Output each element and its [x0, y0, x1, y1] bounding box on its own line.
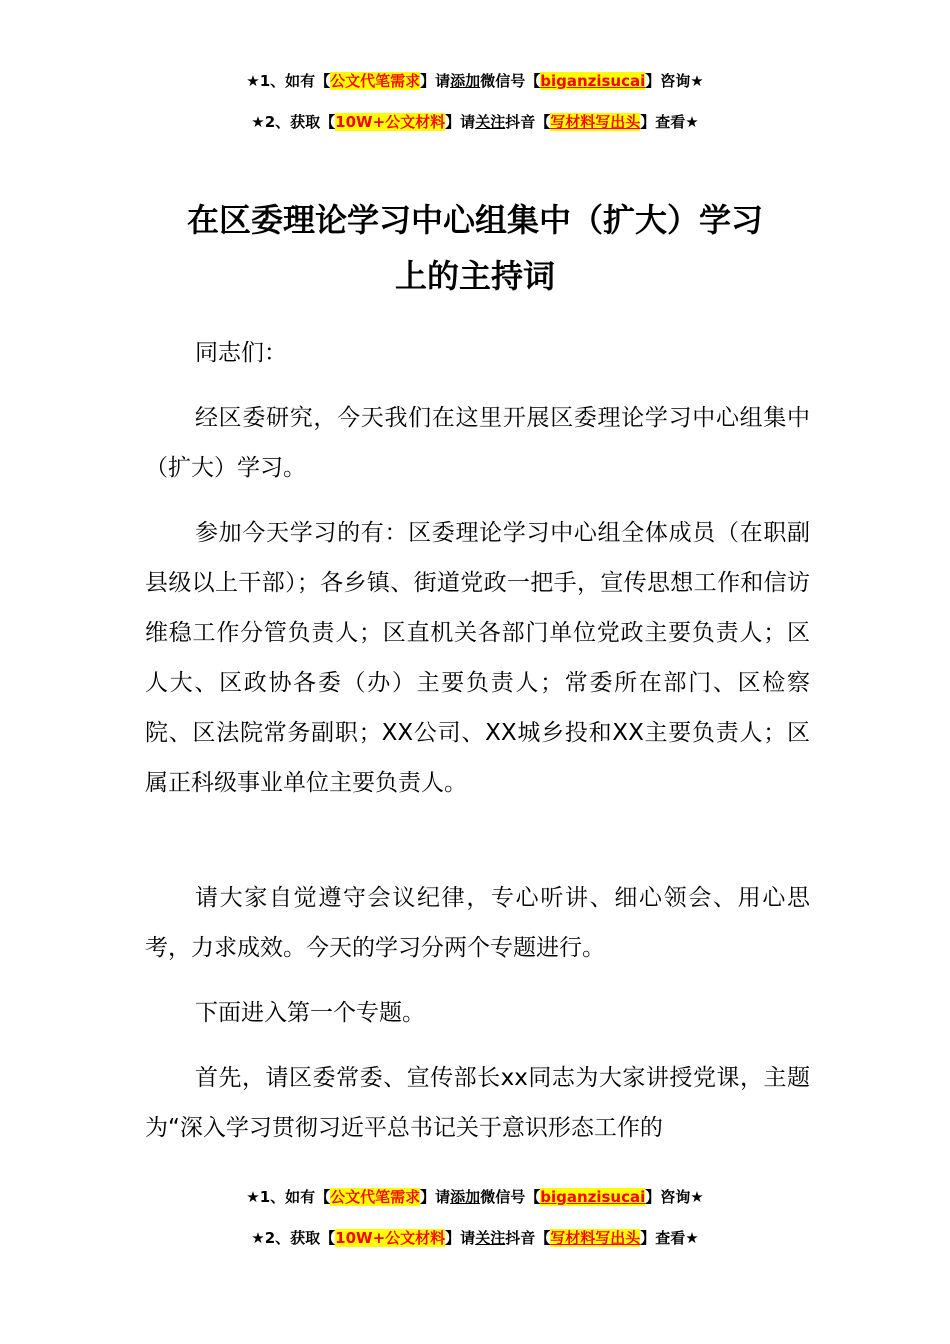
- promo-text: 2、获取【: [264, 113, 336, 131]
- top-promo-line-2: [0, 111, 950, 133]
- promo-text: 】咨询: [645, 1188, 691, 1206]
- bottom-promo-line-2: [0, 1227, 950, 1249]
- promo-emphasis: 关注: [475, 113, 506, 131]
- wechat-id-highlight: biganzisucai: [540, 72, 646, 90]
- douyin-id-highlight: 写材料写出头: [550, 113, 641, 131]
- promo-emphasis: 添加: [450, 72, 481, 90]
- promo-emphasis: 添加: [450, 1188, 481, 1206]
- wechat-id-highlight: biganzisucai: [540, 1188, 646, 1206]
- promo-highlight: 10W+公文材料: [335, 113, 446, 131]
- promo-text: 微信号【: [480, 72, 541, 90]
- bottom-promo-line-1: [0, 1186, 950, 1208]
- body-paragraph: 经区委研究，今天我们在这里开展区委理论学习中心组集中（扩大）学习。: [145, 405, 810, 481]
- promo-text: 抖音【: [505, 1229, 551, 1247]
- star-icon: ★: [246, 72, 260, 90]
- title-line-1: 在区委理论学习中心组集中（扩大）学习: [186, 201, 763, 239]
- body-paragraph: 首先，请区委常委、宣传部长xx同志为大家讲授党课，主题为“深入学习贯彻习近平总书记关于意识形态工作的: [145, 1065, 810, 1141]
- promo-text: 】请: [445, 113, 476, 131]
- star-icon: ★: [685, 113, 699, 131]
- douyin-id-highlight: 写材料写出头: [550, 1229, 641, 1247]
- body-paragraph: 请大家自觉遵守会议纪律，专心听讲、细心领会、用心思考，力求成效。今天的学习分两个专题进行。: [145, 885, 810, 961]
- star-icon: ★: [246, 1188, 260, 1206]
- star-icon: ★: [251, 113, 265, 131]
- salutation: 同志们：: [195, 340, 287, 366]
- promo-text: 】请: [420, 72, 451, 90]
- promo-text: 】查看: [640, 1229, 686, 1247]
- promo-highlight: 公文代笔需求: [330, 1188, 421, 1206]
- promo-text: 】查看: [640, 113, 686, 131]
- star-icon: ★: [685, 1229, 699, 1247]
- promo-emphasis: 关注: [475, 1229, 506, 1247]
- body-paragraph: 参加今天学习的有：区委理论学习中心组全体成员（在职副县级以上干部）；各乡镇、街道党政一把手，宣传思想工作和信访维稳工作分管负责人；区直机关各部门单位党政主要负责人；区人大、区政协各委（办）主要负责人；常委所在部门、区检察院、区法院常务副职；XX公司、XX城乡投和XX主要负责人；区属正科级事业单位主要负责人。: [145, 520, 810, 796]
- body-paragraph: 下面进入第一个专题。: [195, 1000, 425, 1026]
- star-icon: ★: [690, 1188, 704, 1206]
- promo-text: 】请: [420, 1188, 451, 1206]
- promo-highlight: 10W+公文材料: [335, 1229, 446, 1247]
- star-icon: ★: [251, 1229, 265, 1247]
- title-line-2: 上的主持词: [394, 257, 555, 295]
- promo-text: 1、如有【: [259, 1188, 331, 1206]
- promo-text: 1、如有【: [259, 72, 331, 90]
- promo-text: 】咨询: [645, 72, 691, 90]
- document-title: [0, 192, 950, 304]
- top-promo-line-1: [0, 70, 950, 92]
- promo-text: 微信号【: [480, 1188, 541, 1206]
- promo-text: 2、获取【: [264, 1229, 336, 1247]
- promo-text: 】请: [445, 1229, 476, 1247]
- promo-text: 抖音【: [505, 113, 551, 131]
- star-icon: ★: [690, 72, 704, 90]
- promo-highlight: 公文代笔需求: [330, 72, 421, 90]
